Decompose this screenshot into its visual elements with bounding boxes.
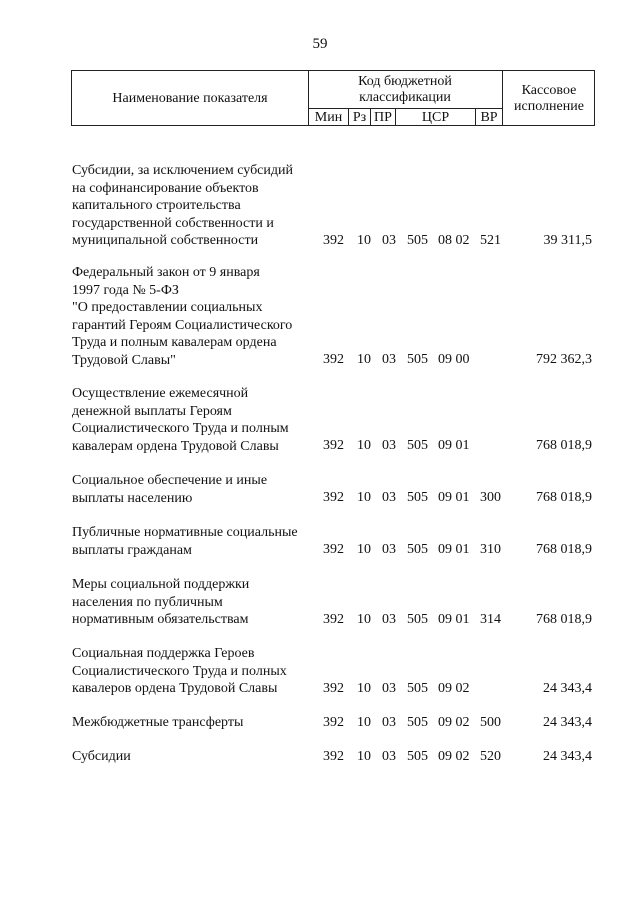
cell-min: 392 [323, 490, 344, 505]
cell-vr: 310 [480, 542, 501, 557]
cell-amount: 24 343,4 [543, 715, 592, 730]
cell-amount: 768 018,9 [536, 612, 592, 627]
cell-rz: 10 [357, 715, 371, 730]
header-name-column: Наименование показателя [112, 91, 268, 106]
cell-csr-subprogram: 09 02 [438, 749, 470, 764]
cell-vr: 300 [480, 490, 501, 505]
header-col-vr: ВР [480, 110, 498, 125]
cell-csr-program: 505 [407, 233, 428, 248]
row-name: Субсидии, за исключением субсидий на софинансирование объектов капитального строительства государственной собственности и муниципальной собственности [72, 163, 293, 248]
cell-vr: 314 [480, 612, 501, 627]
cell-pr: 03 [382, 542, 396, 557]
cell-min: 392 [323, 352, 344, 367]
header-col-min: Мин [314, 110, 343, 125]
cell-csr-subprogram: 09 01 [438, 438, 470, 453]
cell-rz: 10 [357, 490, 371, 505]
cell-amount: 792 362,3 [536, 352, 592, 367]
cell-rz: 10 [357, 352, 371, 367]
cell-pr: 03 [382, 749, 396, 764]
cell-min: 392 [323, 715, 344, 730]
row-name: Субсидии [72, 749, 131, 764]
cell-vr: 521 [480, 233, 501, 248]
table-header [71, 70, 595, 126]
header-divider [309, 108, 503, 109]
cell-csr-program: 505 [407, 681, 428, 696]
header-amount-column: Кассовое исполнение [514, 83, 584, 114]
cell-csr-subprogram: 09 01 [438, 490, 470, 505]
cell-csr-program: 505 [407, 352, 428, 367]
row-name: Федеральный закон от 9 января 1997 года № 5-ФЗ "О предоставлении социальных гарантий Героям Социалистического Труда и полным кавалерам ордена Трудовой Славы" [72, 265, 293, 368]
header-code-group: Код бюджетной классификации [358, 74, 452, 105]
cell-vr: 500 [480, 715, 501, 730]
cell-pr: 03 [382, 490, 396, 505]
cell-rz: 10 [357, 749, 371, 764]
cell-csr-program: 505 [407, 612, 428, 627]
cell-pr: 03 [382, 233, 396, 248]
cell-csr-subprogram: 08 02 [438, 233, 470, 248]
cell-min: 392 [323, 542, 344, 557]
cell-pr: 03 [382, 715, 396, 730]
row-name: Социальное обеспечение и иные выплаты населению [72, 473, 268, 506]
cell-pr: 03 [382, 438, 396, 453]
row-name: Межбюджетные трансферты [72, 715, 244, 730]
header-col-csr: ЦСР [421, 110, 450, 125]
cell-csr-program: 505 [407, 490, 428, 505]
cell-csr-program: 505 [407, 715, 428, 730]
cell-csr-subprogram: 09 02 [438, 681, 470, 696]
cell-csr-subprogram: 09 00 [438, 352, 470, 367]
page-number: 59 [312, 36, 328, 52]
cell-pr: 03 [382, 352, 396, 367]
header-col-pr: ПР [374, 110, 392, 125]
cell-vr: 520 [480, 749, 501, 764]
cell-csr-subprogram: 09 01 [438, 542, 470, 557]
cell-rz: 10 [357, 233, 371, 248]
cell-pr: 03 [382, 612, 396, 627]
cell-amount: 768 018,9 [536, 542, 592, 557]
cell-csr-subprogram: 09 01 [438, 612, 470, 627]
cell-pr: 03 [382, 681, 396, 696]
cell-csr-program: 505 [407, 438, 428, 453]
cell-rz: 10 [357, 681, 371, 696]
cell-amount: 24 343,4 [543, 681, 592, 696]
cell-csr-subprogram: 09 02 [438, 715, 470, 730]
cell-amount: 768 018,9 [536, 438, 592, 453]
cell-min: 392 [323, 233, 344, 248]
cell-rz: 10 [357, 438, 371, 453]
cell-rz: 10 [357, 542, 371, 557]
cell-rz: 10 [357, 612, 371, 627]
cell-csr-program: 505 [407, 542, 428, 557]
cell-min: 392 [323, 681, 344, 696]
row-name: Меры социальной поддержки населения по публичным нормативным обязательствам [72, 577, 250, 627]
row-name: Публичные нормативные социальные выплаты гражданам [72, 525, 298, 558]
cell-amount: 24 343,4 [543, 749, 592, 764]
cell-min: 392 [323, 612, 344, 627]
header-col-rz: Рз [352, 110, 367, 125]
cell-min: 392 [323, 749, 344, 764]
cell-amount: 768 018,9 [536, 490, 592, 505]
cell-min: 392 [323, 438, 344, 453]
row-name: Осуществление ежемесячной денежной выплаты Героям Социалистического Труда и полным кавалерам ордена Трудовой Славы [72, 386, 289, 454]
column-divider [502, 71, 503, 125]
cell-csr-program: 505 [407, 749, 428, 764]
cell-amount: 39 311,5 [543, 233, 592, 248]
row-name: Социальная поддержка Героев Социалистического Труда и полных кавалеров ордена Трудовой Славы [72, 646, 287, 696]
